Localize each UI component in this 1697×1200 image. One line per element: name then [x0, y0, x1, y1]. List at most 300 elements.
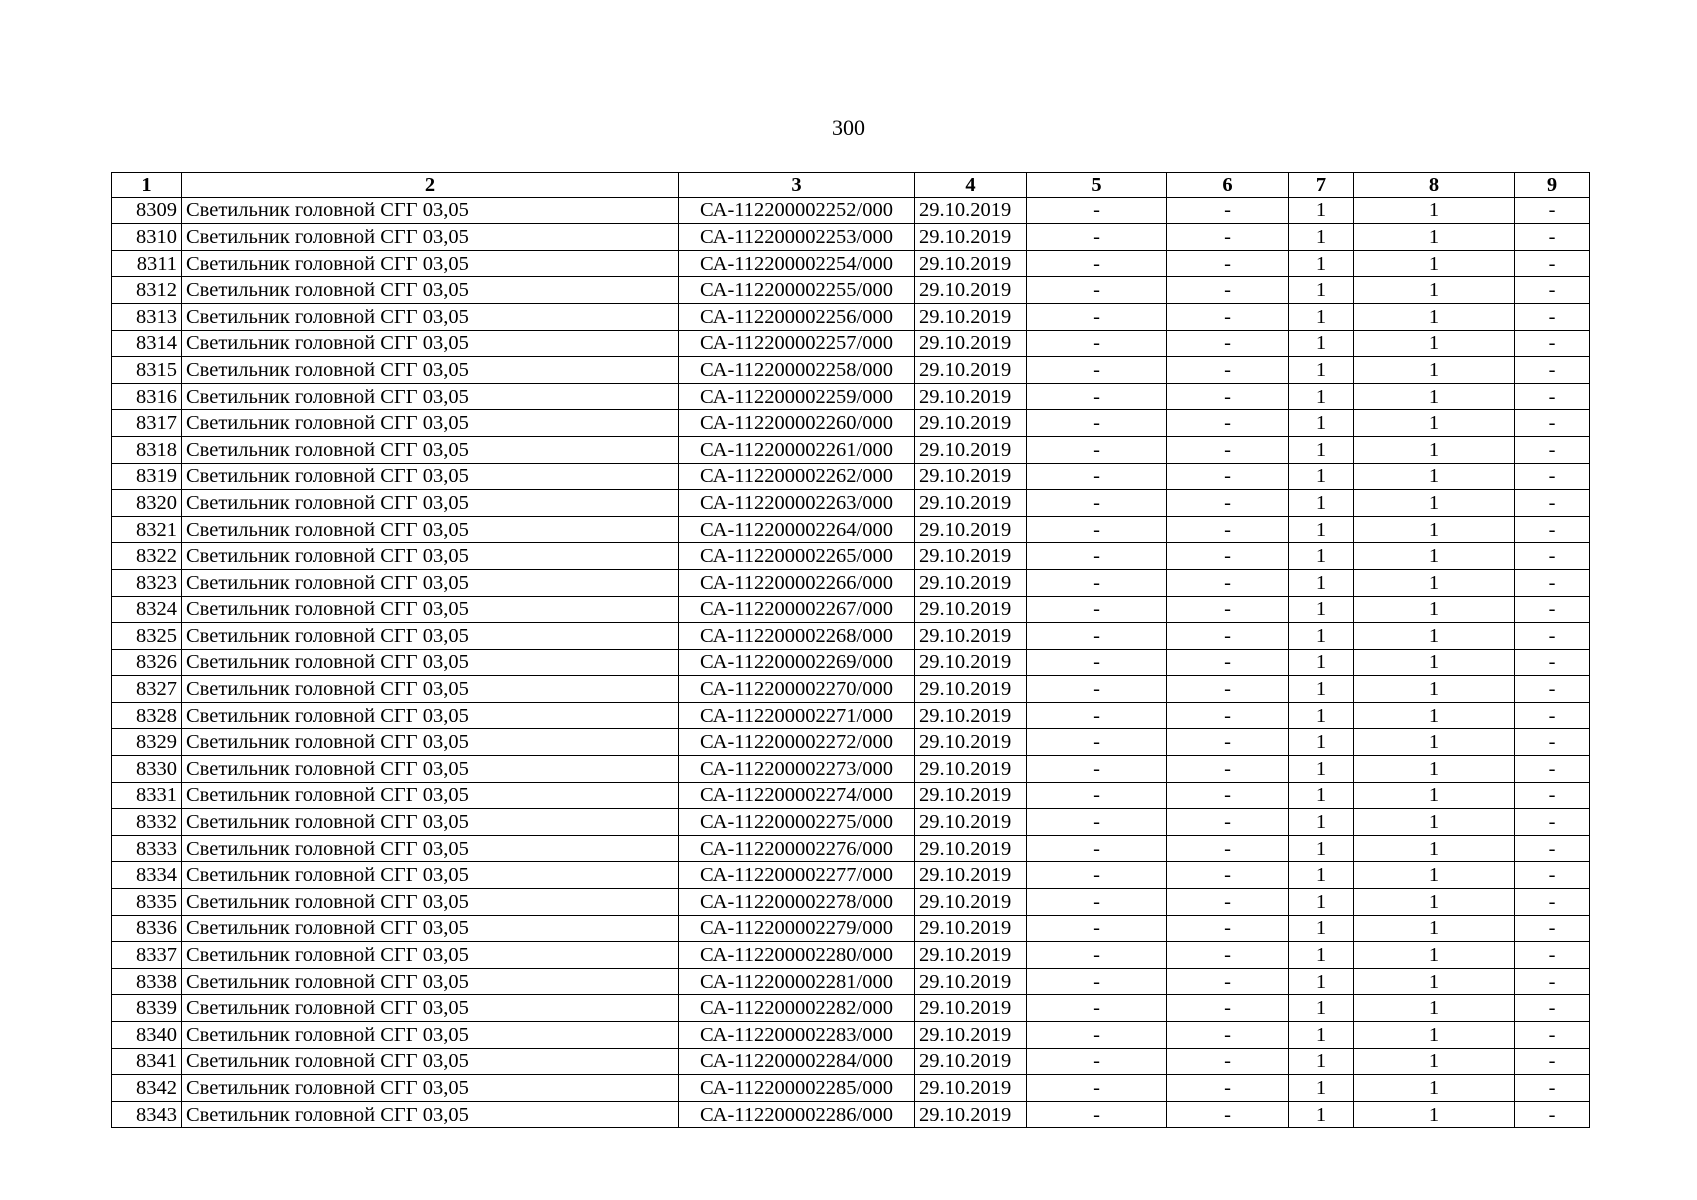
table-cell-col-8: 1	[1354, 543, 1515, 570]
table-cell-col-9: -	[1515, 995, 1590, 1022]
table-cell-col-6: -	[1167, 968, 1289, 995]
table-cell-col-1: 8311	[112, 250, 182, 277]
table-cell-col-7: 1	[1289, 809, 1354, 836]
table-cell-col-5: -	[1027, 410, 1167, 437]
table-cell-col-3: СА-112200002279/000	[679, 915, 915, 942]
table-cell-col-1: 8317	[112, 410, 182, 437]
table-row	[112, 1022, 1590, 1049]
table-cell-col-6: -	[1167, 596, 1289, 623]
table-cell-col-3: СА-112200002257/000	[679, 330, 915, 357]
table-cell-col-9: -	[1515, 1101, 1590, 1128]
table-cell-col-8: 1	[1354, 303, 1515, 330]
table-cell-col-2: Светильник головной СГГ 03,05	[182, 809, 679, 836]
table-cell-col-3: СА-112200002274/000	[679, 782, 915, 809]
table-cell-col-3: СА-112200002282/000	[679, 995, 915, 1022]
table-cell-col-1: 8315	[112, 357, 182, 384]
column-header-5: 5	[1027, 173, 1167, 198]
table-cell-col-5: -	[1027, 1075, 1167, 1102]
table-cell-col-1: 8321	[112, 516, 182, 543]
table-cell-col-6: -	[1167, 623, 1289, 650]
table-row	[112, 1101, 1590, 1128]
table-cell-col-9: -	[1515, 543, 1590, 570]
table-cell-col-8: 1	[1354, 676, 1515, 703]
table-cell-col-9: -	[1515, 303, 1590, 330]
table-cell-col-3: СА-112200002275/000	[679, 809, 915, 836]
table-cell-col-4: 29.10.2019	[915, 224, 1027, 251]
table-cell-col-1: 8331	[112, 782, 182, 809]
table-cell-col-4: 29.10.2019	[915, 676, 1027, 703]
table-cell-col-8: 1	[1354, 596, 1515, 623]
table-cell-col-1: 8323	[112, 569, 182, 596]
table-cell-col-9: -	[1515, 1022, 1590, 1049]
table-cell-col-2: Светильник головной СГГ 03,05	[182, 623, 679, 650]
table-cell-col-9: -	[1515, 436, 1590, 463]
table-cell-col-1: 8339	[112, 995, 182, 1022]
table-row	[112, 303, 1590, 330]
table-cell-col-5: -	[1027, 915, 1167, 942]
table-cell-col-6: -	[1167, 889, 1289, 916]
table-cell-col-5: -	[1027, 490, 1167, 517]
table-cell-col-9: -	[1515, 490, 1590, 517]
table-cell-col-7: 1	[1289, 1075, 1354, 1102]
table-header	[112, 173, 1590, 198]
table-cell-col-6: -	[1167, 1075, 1289, 1102]
table-cell-col-9: -	[1515, 942, 1590, 969]
table-cell-col-1: 8325	[112, 623, 182, 650]
table-cell-col-8: 1	[1354, 915, 1515, 942]
table-cell-col-8: 1	[1354, 357, 1515, 384]
table-cell-col-8: 1	[1354, 197, 1515, 224]
table-cell-col-7: 1	[1289, 623, 1354, 650]
table-cell-col-3: СА-112200002285/000	[679, 1075, 915, 1102]
table-cell-col-6: -	[1167, 303, 1289, 330]
table-cell-col-7: 1	[1289, 782, 1354, 809]
table-cell-col-7: 1	[1289, 436, 1354, 463]
table-cell-col-8: 1	[1354, 1022, 1515, 1049]
column-header-2: 2	[182, 173, 679, 198]
table-cell-col-6: -	[1167, 756, 1289, 783]
table-cell-col-9: -	[1515, 277, 1590, 304]
table-cell-col-5: -	[1027, 649, 1167, 676]
table-cell-col-1: 8343	[112, 1101, 182, 1128]
table-cell-col-9: -	[1515, 809, 1590, 836]
table-cell-col-7: 1	[1289, 224, 1354, 251]
table-cell-col-7: 1	[1289, 357, 1354, 384]
table-row	[112, 516, 1590, 543]
table-cell-col-4: 29.10.2019	[915, 596, 1027, 623]
table-body	[112, 197, 1590, 1128]
table-cell-col-3: СА-112200002262/000	[679, 463, 915, 490]
inventory-table	[111, 172, 1590, 1128]
table-row	[112, 463, 1590, 490]
table-cell-col-2: Светильник головной СГГ 03,05	[182, 596, 679, 623]
table-cell-col-1: 8338	[112, 968, 182, 995]
table-cell-col-7: 1	[1289, 756, 1354, 783]
table-cell-col-6: -	[1167, 649, 1289, 676]
table-row	[112, 1048, 1590, 1075]
table-cell-col-1: 8340	[112, 1022, 182, 1049]
table-cell-col-8: 1	[1354, 277, 1515, 304]
table-cell-col-4: 29.10.2019	[915, 1048, 1027, 1075]
table-cell-col-8: 1	[1354, 1048, 1515, 1075]
column-header-6: 6	[1167, 173, 1289, 198]
table-cell-col-9: -	[1515, 383, 1590, 410]
table-cell-col-9: -	[1515, 463, 1590, 490]
table-cell-col-7: 1	[1289, 995, 1354, 1022]
table-cell-col-5: -	[1027, 942, 1167, 969]
table-cell-col-3: СА-112200002272/000	[679, 729, 915, 756]
table-cell-col-4: 29.10.2019	[915, 756, 1027, 783]
table-cell-col-8: 1	[1354, 809, 1515, 836]
table-row	[112, 782, 1590, 809]
table-cell-col-8: 1	[1354, 383, 1515, 410]
table-cell-col-6: -	[1167, 915, 1289, 942]
table-cell-col-6: -	[1167, 197, 1289, 224]
table-cell-col-3: СА-112200002278/000	[679, 889, 915, 916]
table-cell-col-6: -	[1167, 809, 1289, 836]
table-cell-col-4: 29.10.2019	[915, 915, 1027, 942]
table-cell-col-7: 1	[1289, 1022, 1354, 1049]
table-cell-col-9: -	[1515, 516, 1590, 543]
table-cell-col-5: -	[1027, 623, 1167, 650]
table-row	[112, 889, 1590, 916]
table-cell-col-2: Светильник головной СГГ 03,05	[182, 915, 679, 942]
table-cell-col-1: 8310	[112, 224, 182, 251]
table-cell-col-3: СА-112200002276/000	[679, 835, 915, 862]
table-cell-col-6: -	[1167, 862, 1289, 889]
table-cell-col-2: Светильник головной СГГ 03,05	[182, 729, 679, 756]
page-number: 300	[832, 115, 865, 140]
table-row	[112, 756, 1590, 783]
table-cell-col-5: -	[1027, 197, 1167, 224]
table-cell-col-9: -	[1515, 889, 1590, 916]
table-cell-col-1: 8316	[112, 383, 182, 410]
table-cell-col-2: Светильник головной СГГ 03,05	[182, 569, 679, 596]
table-cell-col-2: Светильник головной СГГ 03,05	[182, 702, 679, 729]
table-cell-col-1: 8327	[112, 676, 182, 703]
table-cell-col-6: -	[1167, 250, 1289, 277]
table-cell-col-6: -	[1167, 277, 1289, 304]
table-cell-col-1: 8329	[112, 729, 182, 756]
table-row	[112, 410, 1590, 437]
table-cell-col-8: 1	[1354, 516, 1515, 543]
table-cell-col-4: 29.10.2019	[915, 303, 1027, 330]
table-cell-col-2: Светильник головной СГГ 03,05	[182, 995, 679, 1022]
table-cell-col-6: -	[1167, 543, 1289, 570]
table-row	[112, 649, 1590, 676]
table-cell-col-3: СА-112200002260/000	[679, 410, 915, 437]
column-header-3: 3	[679, 173, 915, 198]
table-cell-col-6: -	[1167, 835, 1289, 862]
table-cell-col-5: -	[1027, 436, 1167, 463]
table-cell-col-6: -	[1167, 357, 1289, 384]
table-cell-col-2: Светильник головной СГГ 03,05	[182, 516, 679, 543]
column-header-7: 7	[1289, 173, 1354, 198]
table-cell-col-9: -	[1515, 835, 1590, 862]
table-cell-col-1: 8342	[112, 1075, 182, 1102]
table-cell-col-4: 29.10.2019	[915, 490, 1027, 517]
table-cell-col-1: 8320	[112, 490, 182, 517]
table-cell-col-9: -	[1515, 915, 1590, 942]
table-cell-col-2: Светильник головной СГГ 03,05	[182, 756, 679, 783]
table-row	[112, 596, 1590, 623]
table-cell-col-2: Светильник головной СГГ 03,05	[182, 410, 679, 437]
table-cell-col-5: -	[1027, 968, 1167, 995]
table-cell-col-3: СА-112200002286/000	[679, 1101, 915, 1128]
table-cell-col-3: СА-112200002253/000	[679, 224, 915, 251]
table-cell-col-7: 1	[1289, 1048, 1354, 1075]
table-cell-col-2: Светильник головной СГГ 03,05	[182, 835, 679, 862]
table-cell-col-8: 1	[1354, 250, 1515, 277]
column-header-9: 9	[1515, 173, 1590, 198]
table-cell-col-8: 1	[1354, 330, 1515, 357]
table-row	[112, 676, 1590, 703]
table-cell-col-2: Светильник головной СГГ 03,05	[182, 1075, 679, 1102]
table-row	[112, 862, 1590, 889]
table-cell-col-8: 1	[1354, 649, 1515, 676]
table-cell-col-4: 29.10.2019	[915, 649, 1027, 676]
table-cell-col-9: -	[1515, 224, 1590, 251]
table-cell-col-4: 29.10.2019	[915, 995, 1027, 1022]
table-cell-col-5: -	[1027, 224, 1167, 251]
table-cell-col-6: -	[1167, 436, 1289, 463]
table-cell-col-7: 1	[1289, 277, 1354, 304]
table-cell-col-1: 8332	[112, 809, 182, 836]
table-row	[112, 968, 1590, 995]
table-cell-col-5: -	[1027, 756, 1167, 783]
table-cell-col-1: 8328	[112, 702, 182, 729]
table-cell-col-4: 29.10.2019	[915, 516, 1027, 543]
table-cell-col-9: -	[1515, 702, 1590, 729]
table-cell-col-5: -	[1027, 835, 1167, 862]
table-cell-col-4: 29.10.2019	[915, 569, 1027, 596]
table-cell-col-4: 29.10.2019	[915, 968, 1027, 995]
table-cell-col-3: СА-112200002252/000	[679, 197, 915, 224]
table-cell-col-2: Светильник головной СГГ 03,05	[182, 782, 679, 809]
table-cell-col-8: 1	[1354, 995, 1515, 1022]
table-cell-col-7: 1	[1289, 676, 1354, 703]
table-cell-col-5: -	[1027, 330, 1167, 357]
table-cell-col-8: 1	[1354, 782, 1515, 809]
table-cell-col-4: 29.10.2019	[915, 862, 1027, 889]
table-cell-col-7: 1	[1289, 729, 1354, 756]
table-cell-col-9: -	[1515, 1075, 1590, 1102]
table-cell-col-3: СА-112200002271/000	[679, 702, 915, 729]
table-cell-col-2: Светильник головной СГГ 03,05	[182, 968, 679, 995]
table-cell-col-6: -	[1167, 676, 1289, 703]
table-cell-col-7: 1	[1289, 516, 1354, 543]
table-cell-col-3: СА-112200002280/000	[679, 942, 915, 969]
table-cell-col-5: -	[1027, 357, 1167, 384]
column-header-1: 1	[112, 173, 182, 198]
table-cell-col-4: 29.10.2019	[915, 623, 1027, 650]
table-row	[112, 702, 1590, 729]
table-cell-col-7: 1	[1289, 915, 1354, 942]
table-cell-col-3: СА-112200002270/000	[679, 676, 915, 703]
table-cell-col-3: СА-112200002263/000	[679, 490, 915, 517]
table-cell-col-4: 29.10.2019	[915, 357, 1027, 384]
table-cell-col-5: -	[1027, 809, 1167, 836]
table-cell-col-2: Светильник головной СГГ 03,05	[182, 490, 679, 517]
table-row	[112, 835, 1590, 862]
table-row	[112, 277, 1590, 304]
table-cell-col-8: 1	[1354, 862, 1515, 889]
table-cell-col-3: СА-112200002258/000	[679, 357, 915, 384]
table-cell-col-4: 29.10.2019	[915, 250, 1027, 277]
table-cell-col-7: 1	[1289, 383, 1354, 410]
table-row	[112, 197, 1590, 224]
table-row	[112, 915, 1590, 942]
table-cell-col-4: 29.10.2019	[915, 729, 1027, 756]
table-cell-col-2: Светильник головной СГГ 03,05	[182, 1101, 679, 1128]
table-cell-col-1: 8336	[112, 915, 182, 942]
table-cell-col-7: 1	[1289, 942, 1354, 969]
table-cell-col-7: 1	[1289, 463, 1354, 490]
table-cell-col-7: 1	[1289, 862, 1354, 889]
table-cell-col-6: -	[1167, 569, 1289, 596]
table-cell-col-7: 1	[1289, 1101, 1354, 1128]
table-cell-col-2: Светильник головной СГГ 03,05	[182, 330, 679, 357]
table-cell-col-4: 29.10.2019	[915, 1101, 1027, 1128]
table-cell-col-4: 29.10.2019	[915, 543, 1027, 570]
table-cell-col-5: -	[1027, 383, 1167, 410]
table-cell-col-2: Светильник головной СГГ 03,05	[182, 463, 679, 490]
table-cell-col-3: СА-112200002268/000	[679, 623, 915, 650]
table-cell-col-2: Светильник головной СГГ 03,05	[182, 1022, 679, 1049]
table-cell-col-5: -	[1027, 303, 1167, 330]
table-cell-col-2: Светильник головной СГГ 03,05	[182, 277, 679, 304]
table-cell-col-3: СА-112200002267/000	[679, 596, 915, 623]
table-cell-col-5: -	[1027, 782, 1167, 809]
table-cell-col-4: 29.10.2019	[915, 1022, 1027, 1049]
table-cell-col-1: 8334	[112, 862, 182, 889]
table-cell-col-8: 1	[1354, 1075, 1515, 1102]
table-cell-col-9: -	[1515, 596, 1590, 623]
table-cell-col-6: -	[1167, 1048, 1289, 1075]
table-cell-col-7: 1	[1289, 569, 1354, 596]
table-cell-col-6: -	[1167, 1022, 1289, 1049]
table-cell-col-6: -	[1167, 995, 1289, 1022]
table-cell-col-9: -	[1515, 756, 1590, 783]
table-cell-col-3: СА-112200002264/000	[679, 516, 915, 543]
table-row	[112, 490, 1590, 517]
table-row	[112, 250, 1590, 277]
table-row	[112, 357, 1590, 384]
table-cell-col-5: -	[1027, 596, 1167, 623]
table-cell-col-2: Светильник головной СГГ 03,05	[182, 383, 679, 410]
table-cell-col-9: -	[1515, 676, 1590, 703]
table-cell-col-2: Светильник головной СГГ 03,05	[182, 942, 679, 969]
table-cell-col-4: 29.10.2019	[915, 330, 1027, 357]
table-cell-col-2: Светильник головной СГГ 03,05	[182, 436, 679, 463]
table-row	[112, 995, 1590, 1022]
table-cell-col-1: 8326	[112, 649, 182, 676]
table-row	[112, 729, 1590, 756]
table-cell-col-9: -	[1515, 410, 1590, 437]
table-cell-col-3: СА-112200002261/000	[679, 436, 915, 463]
table-cell-col-2: Светильник головной СГГ 03,05	[182, 224, 679, 251]
table-row	[112, 543, 1590, 570]
table-cell-col-7: 1	[1289, 543, 1354, 570]
table-cell-col-9: -	[1515, 862, 1590, 889]
table-cell-col-3: СА-112200002259/000	[679, 383, 915, 410]
table-cell-col-4: 29.10.2019	[915, 1075, 1027, 1102]
table-cell-col-8: 1	[1354, 1101, 1515, 1128]
table-cell-col-7: 1	[1289, 596, 1354, 623]
table-cell-col-9: -	[1515, 197, 1590, 224]
table-cell-col-4: 29.10.2019	[915, 197, 1027, 224]
table-cell-col-3: СА-112200002266/000	[679, 569, 915, 596]
table-row	[112, 383, 1590, 410]
table-cell-col-5: -	[1027, 862, 1167, 889]
table-cell-col-5: -	[1027, 702, 1167, 729]
table-cell-col-6: -	[1167, 490, 1289, 517]
table-cell-col-8: 1	[1354, 835, 1515, 862]
table-cell-col-2: Светильник головной СГГ 03,05	[182, 303, 679, 330]
table-cell-col-4: 29.10.2019	[915, 835, 1027, 862]
table-cell-col-3: СА-112200002277/000	[679, 862, 915, 889]
table-cell-col-7: 1	[1289, 649, 1354, 676]
table-cell-col-8: 1	[1354, 224, 1515, 251]
table-cell-col-6: -	[1167, 702, 1289, 729]
table-cell-col-8: 1	[1354, 889, 1515, 916]
table-cell-col-5: -	[1027, 1101, 1167, 1128]
table-cell-col-4: 29.10.2019	[915, 463, 1027, 490]
table-cell-col-1: 8314	[112, 330, 182, 357]
table-row	[112, 942, 1590, 969]
table-cell-col-2: Светильник головной СГГ 03,05	[182, 676, 679, 703]
table-cell-col-6: -	[1167, 516, 1289, 543]
table-cell-col-2: Светильник головной СГГ 03,05	[182, 357, 679, 384]
table-cell-col-7: 1	[1289, 303, 1354, 330]
table-cell-col-5: -	[1027, 569, 1167, 596]
table-cell-col-5: -	[1027, 889, 1167, 916]
table-cell-col-1: 8324	[112, 596, 182, 623]
table-cell-col-7: 1	[1289, 250, 1354, 277]
table-cell-col-5: -	[1027, 250, 1167, 277]
table-cell-col-1: 8313	[112, 303, 182, 330]
header-row	[112, 173, 1590, 198]
table-cell-col-3: СА-112200002254/000	[679, 250, 915, 277]
table-cell-col-6: -	[1167, 782, 1289, 809]
table-cell-col-8: 1	[1354, 702, 1515, 729]
table-row	[112, 436, 1590, 463]
table-cell-col-2: Светильник головной СГГ 03,05	[182, 862, 679, 889]
table-cell-col-3: СА-112200002265/000	[679, 543, 915, 570]
table-cell-col-2: Светильник головной СГГ 03,05	[182, 649, 679, 676]
table-cell-col-3: СА-112200002281/000	[679, 968, 915, 995]
table-cell-col-8: 1	[1354, 490, 1515, 517]
table-cell-col-6: -	[1167, 383, 1289, 410]
table-cell-col-5: -	[1027, 543, 1167, 570]
table-cell-col-1: 8319	[112, 463, 182, 490]
table-cell-col-1: 8312	[112, 277, 182, 304]
table-cell-col-1: 8318	[112, 436, 182, 463]
table-row	[112, 569, 1590, 596]
table-row	[112, 1075, 1590, 1102]
table-row	[112, 330, 1590, 357]
table-cell-col-9: -	[1515, 729, 1590, 756]
table-cell-col-5: -	[1027, 1022, 1167, 1049]
table-cell-col-1: 8322	[112, 543, 182, 570]
table-cell-col-4: 29.10.2019	[915, 702, 1027, 729]
table-cell-col-2: Светильник головной СГГ 03,05	[182, 250, 679, 277]
table-cell-col-8: 1	[1354, 942, 1515, 969]
table-cell-col-8: 1	[1354, 463, 1515, 490]
table-cell-col-1: 8341	[112, 1048, 182, 1075]
table-cell-col-7: 1	[1289, 968, 1354, 995]
table-cell-col-5: -	[1027, 729, 1167, 756]
